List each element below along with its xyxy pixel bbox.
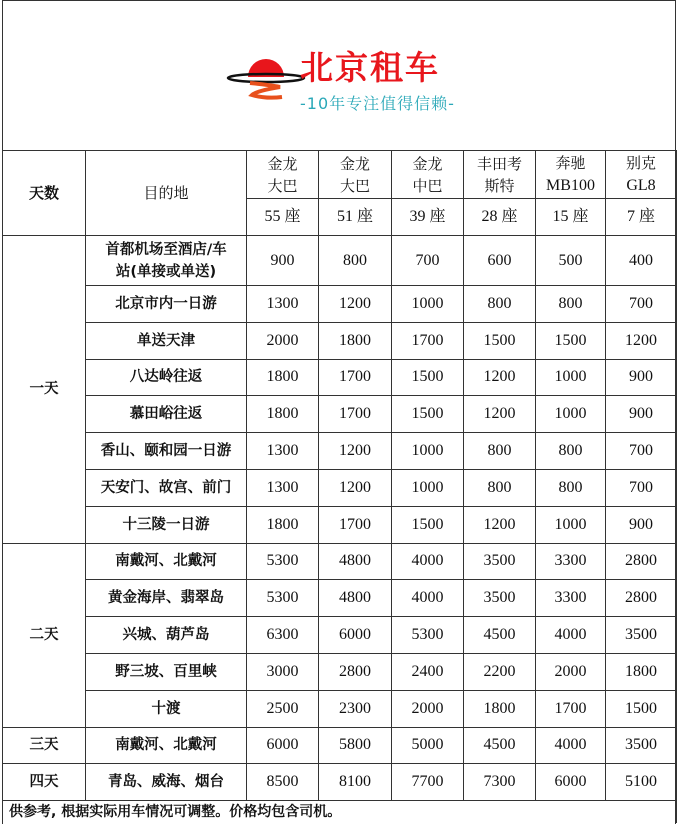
price-cell: 400 [606,236,677,286]
destination-cell: 八达岭往返 [86,359,247,396]
header-vehicle: 丰田考 斯特 [464,151,536,199]
header-vehicle: 别克 GL8 [606,151,677,199]
price-cell: 1200 [606,322,677,359]
price-cell: 3500 [606,727,677,764]
destination-cell: 南戴河、北戴河 [86,727,247,764]
price-cell: 700 [606,469,677,506]
price-cell: 1200 [319,433,392,470]
table-row [3,236,677,286]
brand-slogan: -10年专注值得信赖- [300,94,455,113]
price-cell: 3500 [606,617,677,654]
header-seats: 28 座 [464,199,536,236]
destination-cell: 十渡 [86,690,247,727]
footer-note: 供参考, 根据实际用车情况可调整。价格均包含司机。 [3,801,677,824]
footer-row [3,801,677,824]
price-cell: 800 [464,433,536,470]
price-cell: 1300 [247,286,319,323]
price-cell: 1200 [464,359,536,396]
price-cell: 1500 [606,690,677,727]
price-cell: 7300 [464,764,536,801]
header-vehicle: 金龙 大巴 [247,151,319,199]
price-cell: 4500 [464,617,536,654]
price-cell: 900 [606,506,677,543]
price-cell: 500 [536,236,606,286]
header-vehicle: 金龙 中巴 [392,151,464,199]
table-row [3,469,677,506]
table-row [3,617,677,654]
destination-cell: 香山、颐和园一日游 [86,433,247,470]
price-cell: 800 [319,236,392,286]
price-cell: 1800 [247,396,319,433]
price-cell: 2800 [606,580,677,617]
price-cell: 6000 [536,764,606,801]
price-cell: 1700 [319,396,392,433]
price-cell: 1700 [536,690,606,727]
price-cell: 1500 [464,322,536,359]
table-row [3,727,677,764]
destination-cell: 北京市内一日游 [86,286,247,323]
header-vehicle: 奔驰 MB100 [536,151,606,199]
price-cell: 1000 [536,396,606,433]
price-cell: 900 [247,236,319,286]
header-days: 天数 [3,151,86,236]
price-cell: 1800 [247,506,319,543]
price-cell: 800 [464,286,536,323]
price-cell: 3500 [464,580,536,617]
price-cell: 1800 [606,653,677,690]
price-cell: 1500 [536,322,606,359]
price-cell: 4000 [392,580,464,617]
price-cell: 6000 [247,727,319,764]
price-cell: 2400 [392,653,464,690]
price-cell: 2200 [464,653,536,690]
logo-icon [226,49,306,109]
header-seats: 55 座 [247,199,319,236]
price-cell: 800 [536,469,606,506]
destination-cell: 黄金海岸、翡翠岛 [86,580,247,617]
price-cell: 5000 [392,727,464,764]
price-cell: 3300 [536,543,606,580]
brand-name: 北京租车 [300,48,440,87]
price-cell: 1700 [319,359,392,396]
price-cell: 1700 [319,506,392,543]
price-cell: 4000 [392,543,464,580]
price-cell: 5300 [392,617,464,654]
price-cell: 700 [606,286,677,323]
header-seats: 51 座 [319,199,392,236]
price-cell: 6000 [319,617,392,654]
price-cell: 1800 [247,359,319,396]
day-cell: 四天 [3,764,86,801]
destination-cell: 青岛、威海、烟台 [86,764,247,801]
price-cell: 800 [464,469,536,506]
destination-cell: 首都机场至酒店/车站(单接或单送) [86,236,247,286]
header-row [3,151,677,199]
price-cell: 1200 [464,506,536,543]
price-cell: 1200 [464,396,536,433]
price-cell: 2800 [319,653,392,690]
brand-banner [2,0,676,150]
destination-cell: 单送天津 [86,322,247,359]
day-cell: 一天 [3,236,86,544]
price-cell: 5100 [606,764,677,801]
price-cell: 2500 [247,690,319,727]
price-cell: 2000 [536,653,606,690]
price-cell: 3300 [536,580,606,617]
day-cell: 三天 [3,727,86,764]
price-cell: 1800 [464,690,536,727]
price-cell: 2000 [392,690,464,727]
table-row [3,359,677,396]
price-cell: 3500 [464,543,536,580]
header-destination: 目的地 [86,151,247,236]
price-cell: 8100 [319,764,392,801]
price-cell: 1000 [392,469,464,506]
price-cell: 1200 [319,469,392,506]
price-cell: 6300 [247,617,319,654]
price-cell: 8500 [247,764,319,801]
price-cell: 5800 [319,727,392,764]
table-row [3,396,677,433]
price-cell: 800 [536,286,606,323]
table-row [3,506,677,543]
price-cell: 2800 [606,543,677,580]
table-row [3,322,677,359]
price-cell: 1200 [319,286,392,323]
price-cell: 4000 [536,617,606,654]
table-row [3,764,677,801]
price-cell: 4800 [319,543,392,580]
header-vehicle: 金龙 大巴 [319,151,392,199]
price-cell: 5300 [247,543,319,580]
destination-cell: 南戴河、北戴河 [86,543,247,580]
price-cell: 1000 [536,359,606,396]
price-cell: 1500 [392,359,464,396]
price-cell: 700 [606,433,677,470]
table-row [3,433,677,470]
header-seats: 15 座 [536,199,606,236]
price-cell: 1800 [319,322,392,359]
price-cell: 4500 [464,727,536,764]
day-cell: 二天 [3,543,86,727]
price-cell: 2300 [319,690,392,727]
destination-cell: 慕田峪往返 [86,396,247,433]
price-cell: 1500 [392,396,464,433]
table-row [3,286,677,323]
price-cell: 5300 [247,580,319,617]
destination-cell: 十三陵一日游 [86,506,247,543]
table-row [3,690,677,727]
table-row [3,543,677,580]
price-cell: 4000 [536,727,606,764]
table-row [3,580,677,617]
price-cell: 7700 [392,764,464,801]
price-cell: 900 [606,359,677,396]
price-table [2,150,677,823]
price-cell: 1000 [536,506,606,543]
destination-cell: 兴城、葫芦岛 [86,617,247,654]
price-cell: 1000 [392,286,464,323]
header-seats: 39 座 [392,199,464,236]
price-cell: 1000 [392,433,464,470]
price-cell: 3000 [247,653,319,690]
destination-cell: 野三坡、百里峡 [86,653,247,690]
price-cell: 700 [392,236,464,286]
price-cell: 1700 [392,322,464,359]
price-cell: 1300 [247,469,319,506]
price-cell: 600 [464,236,536,286]
price-cell: 1300 [247,433,319,470]
price-cell: 800 [536,433,606,470]
table-row [3,653,677,690]
price-cell: 900 [606,396,677,433]
price-cell: 4800 [319,580,392,617]
price-cell: 1500 [392,506,464,543]
price-cell: 2000 [247,322,319,359]
destination-cell: 天安门、故宫、前门 [86,469,247,506]
header-seats: 7 座 [606,199,677,236]
